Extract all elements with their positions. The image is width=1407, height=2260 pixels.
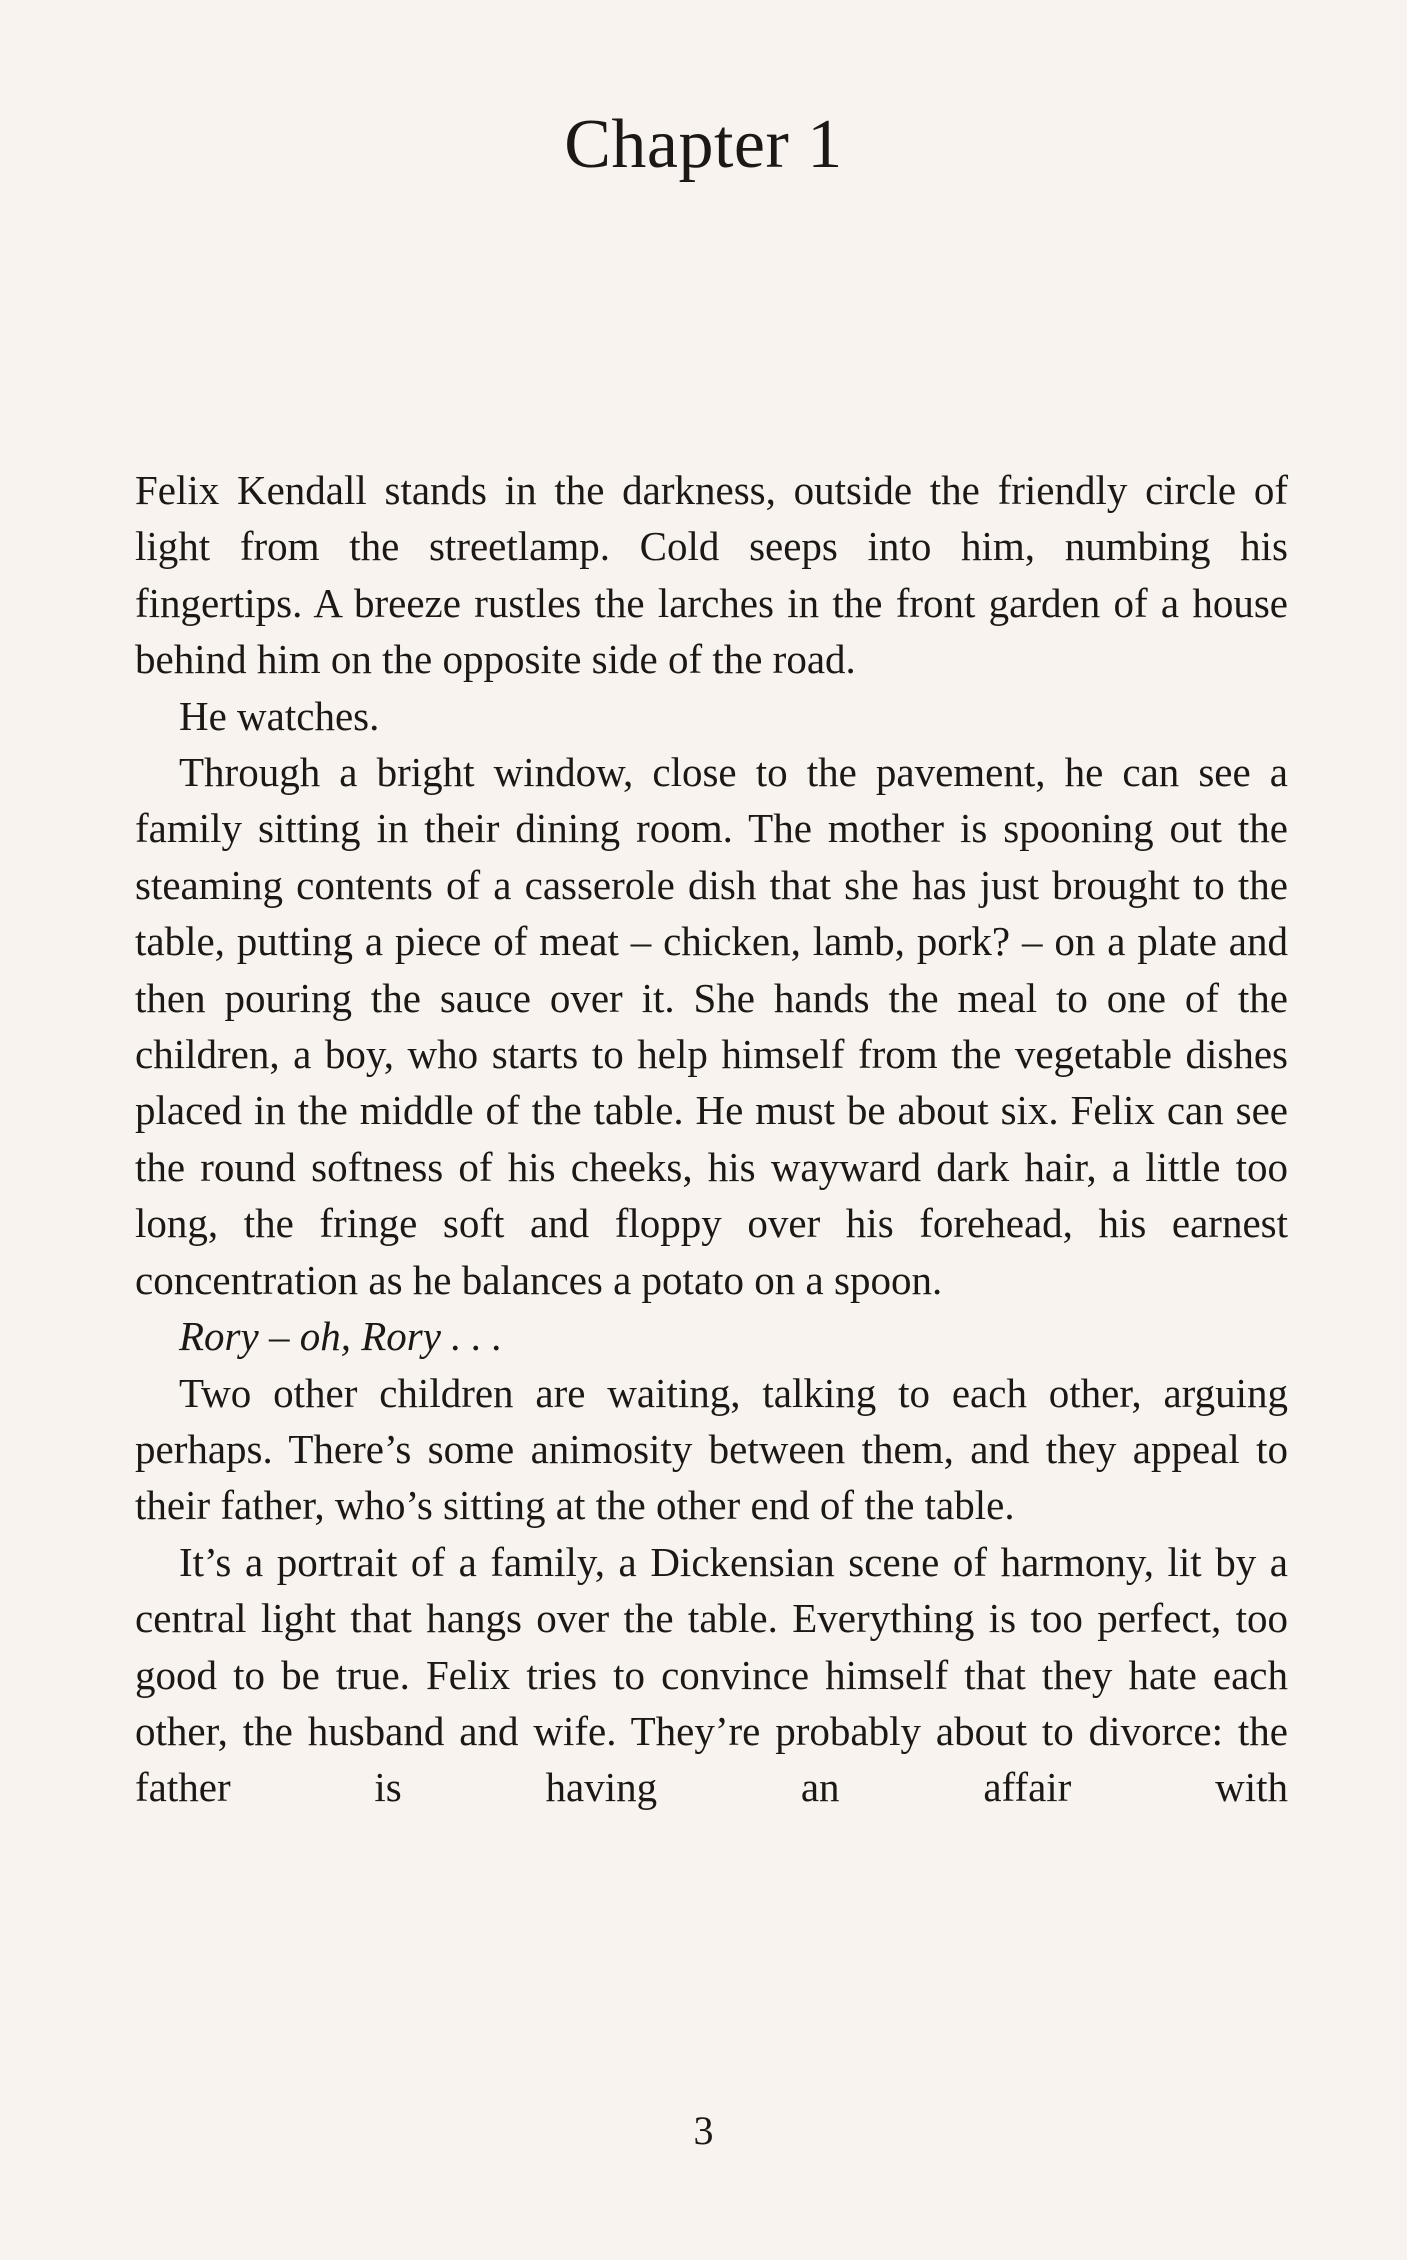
paragraph-he-watches: He watches. (179, 692, 380, 739)
paragraph-other-children: Two other children are waiting, talking to each other, arguing perhaps. There’s some animosity between them, and they appeal to their father, who’s sitting at the other end of the table. (135, 1369, 1288, 1529)
chapter-title: Chapter 1 (564, 106, 843, 183)
paragraph-family-dinner: Through a bright window, close to the pavement, he can see a family sitting in their dining room. The mother is spooning out the steaming contents of a casserole dish that she has just brought to the table, putting a piece of meat – chicken, lamb, pork? – on a plate and then pouring the sauce over it. She hands the meal to one of the children, a boy, who starts to help himself from the vegetable dishes placed in the middle of the table. He must be about six. Felix can see the round softness of his cheeks, his wayward dark hair, a little too long, the fringe soft and floppy over his forehead, his earnest concentration as he balances a potato on a spoon. (135, 749, 1288, 1303)
paragraph-opening: Felix Kendall stands in the darkness, outside the friendly circle of light from the streetlamp. Cold seeps into him, numbing his fingertips. A breeze rustles the larches in the front garden of a house behind him on the opposite side of the road. (135, 467, 1288, 683)
paragraph-portrait: It’s a portrait of a family, a Dickensian scene of harmony, lit by a central light that hangs over the table. Everything is too perfect, too good to be true. Felix tries to convince himself that they hate each other, the husband and wife. They’re probably about to divorce: the father is having an affair with (135, 1538, 1288, 1811)
page-number: 3 (693, 2108, 714, 2153)
paragraph-rory: Rory – oh, Rory . . . (179, 1313, 503, 1360)
chapter-body (135, 462, 1288, 1816)
